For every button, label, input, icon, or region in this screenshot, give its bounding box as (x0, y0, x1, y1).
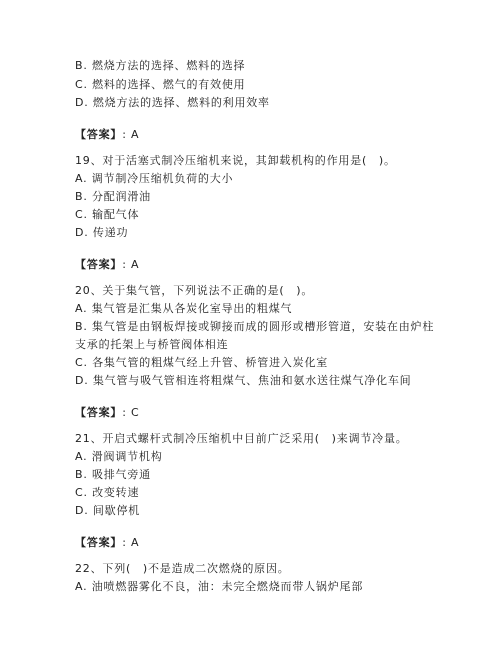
question-19-option-b: B. 分配润滑油 (75, 190, 151, 203)
answer-value: : C (122, 406, 140, 419)
question-20-option-b-cont: 支承的托架上与桥管阀体相连 (75, 338, 229, 351)
answer-tag: 【答案】 (75, 128, 123, 141)
answer-line-21 (75, 536, 139, 550)
question-21-stem: 21、开启式螺杆式制冷压缩机中目前广泛采用( )来调节冷量。 (75, 432, 408, 445)
answer-value: : A (122, 536, 140, 549)
answer-value: : A (122, 128, 140, 141)
prev-option-d: D. 燃烧方法的选择、燃料的利用效率 (75, 96, 270, 109)
question-20-option-a: A. 集气管是汇集从各炭化室导出的粗煤气 (75, 302, 293, 315)
answer-value: : A (122, 258, 140, 271)
answer-tag: 【答案】 (75, 536, 123, 549)
answer-tag: 【答案】 (75, 258, 123, 271)
question-19-stem: 19、对于活塞式制冷压缩机来说，其卸载机构的作用是( )。 (75, 154, 396, 167)
question-21-option-c: C. 改变转速 (75, 486, 140, 499)
question-20-option-c: C. 各集气管的粗煤气经上升管、桥管进入炭化室 (75, 356, 329, 369)
answer-line-20 (75, 406, 140, 420)
question-20-stem: 20、关于集气管，下列说法不正确的是( )。 (75, 284, 314, 297)
question-21-option-a: A. 滑阀调节机构 (75, 450, 163, 463)
question-19-option-c: C. 输配气体 (75, 208, 140, 221)
prev-option-b: B. 燃烧方法的选择、燃料的选择 (75, 59, 246, 72)
question-22-option-a: A. 油喷燃器雾化不良，油：未完全燃烧而带人锅炉尾部 (75, 580, 364, 593)
question-20-option-b: B. 集气管是由钢板焊接或铆接而成的圆形或槽形管道，安装在由炉柱 (75, 320, 435, 333)
prev-option-c: C. 燃料的选择、燃气的有效使用 (75, 78, 246, 91)
question-22-stem: 22、下列( )不是造成二次燃烧的原因。 (75, 562, 290, 575)
answer-tag: 【答案】 (75, 406, 123, 419)
question-21-option-d: D. 间歇停机 (75, 504, 141, 517)
question-19-option-a: A. 调节制冷压缩机负荷的大小 (75, 172, 234, 185)
question-19-option-d: D. 传递功 (75, 226, 129, 239)
answer-line-18 (75, 128, 139, 142)
question-21-option-b: B. 吸排气旁通 (75, 468, 151, 481)
answer-line-19 (75, 258, 139, 272)
question-20-option-d: D. 集气管与吸气管相连将粗煤气、焦油和氨水送往煤气净化车间 (75, 374, 412, 387)
